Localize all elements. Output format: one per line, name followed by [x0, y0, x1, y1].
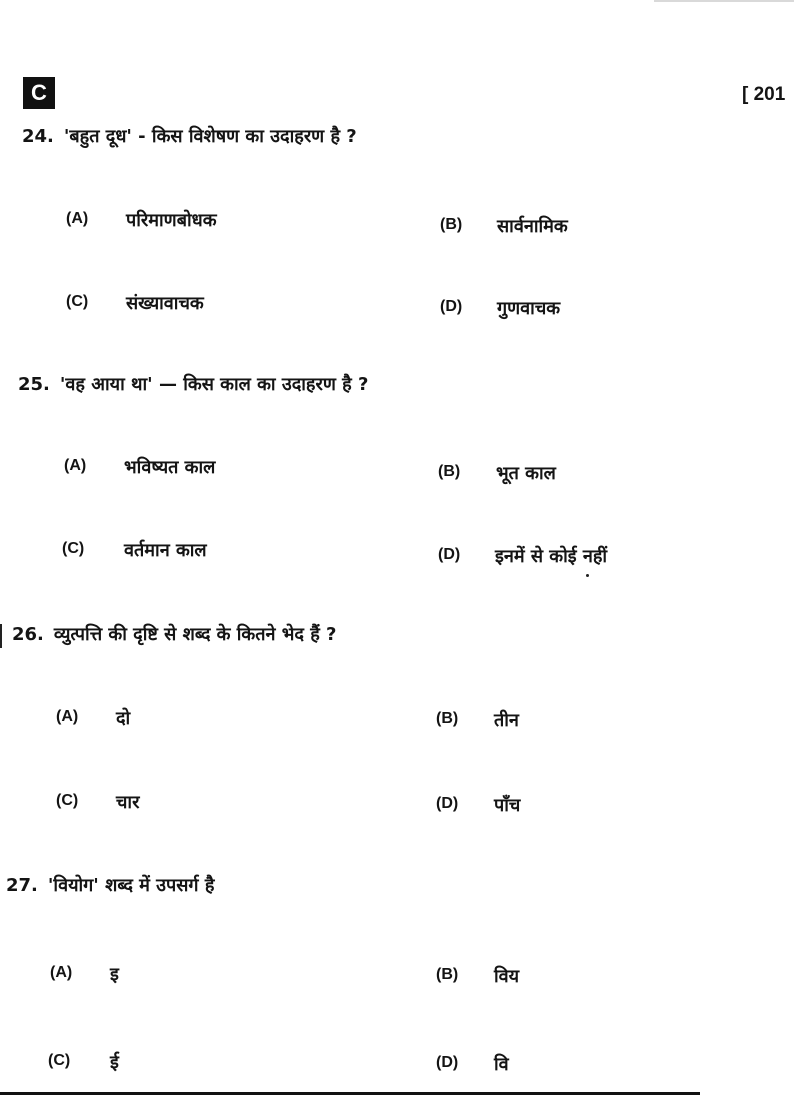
bottom-rule [0, 1092, 700, 1095]
option-text: तीन [494, 710, 519, 731]
question-text: 'बहुत दूध' - किस विशेषण का उदाहरण है ? [63, 126, 357, 147]
option-label: (A) [50, 964, 73, 981]
option-label: (C) [48, 1052, 71, 1069]
question-27 [6, 873, 214, 897]
question-26 [12, 622, 336, 646]
question-text: 'वियोग' शब्द में उपसर्ग है [47, 875, 215, 896]
option-text: इ [110, 964, 119, 985]
question-number: 24. [22, 126, 54, 147]
option-label: (B) [436, 966, 459, 983]
option-label: (B) [438, 463, 461, 480]
question-number: 26. [12, 624, 44, 645]
option-text: दो [116, 708, 131, 729]
option-text: गुणवाचक [497, 298, 561, 319]
option-text: वि [494, 1054, 509, 1075]
option-label: (C) [66, 293, 89, 310]
option-label: (C) [56, 792, 79, 809]
stray-mark [586, 574, 589, 577]
option-label: (B) [436, 710, 459, 727]
question-text: 'वह आया था' — किस काल का उदाहरण है ? [59, 374, 369, 395]
option-text: भविष्यत काल [124, 457, 216, 478]
option-label: (A) [56, 708, 79, 725]
option-label: (A) [66, 210, 89, 227]
section-badge: C [23, 77, 55, 109]
option-text: विय [494, 966, 520, 987]
question-text: व्युत्पत्ति की दृष्टि से शब्द के कितने भेद हैं ? [53, 624, 337, 645]
option-label: (A) [64, 457, 87, 474]
option-text: परिमाणबोधक [126, 210, 217, 231]
option-text: इनमें से कोई नहीं [495, 546, 608, 567]
question-number: 25. [18, 374, 50, 395]
question-24 [22, 124, 357, 148]
option-label: (D) [438, 546, 461, 563]
option-text: भूत काल [496, 463, 556, 484]
option-label: (D) [440, 298, 463, 315]
option-label: (C) [62, 540, 85, 557]
option-text: ई [110, 1052, 119, 1073]
option-text: चार [116, 792, 140, 813]
question-25 [18, 372, 368, 396]
option-text: सार्वनामिक [497, 216, 568, 237]
option-label: (B) [440, 216, 463, 233]
top-edge-line [654, 0, 794, 2]
option-text: पाँच [494, 795, 521, 816]
question-number: 27. [6, 875, 38, 896]
option-label: (D) [436, 795, 459, 812]
margin-mark [0, 624, 2, 648]
option-label: (D) [436, 1054, 459, 1071]
option-text: वर्तमान काल [124, 540, 207, 561]
option-text: संख्यावाचक [126, 293, 204, 314]
page-number: [ 201 [742, 84, 786, 105]
